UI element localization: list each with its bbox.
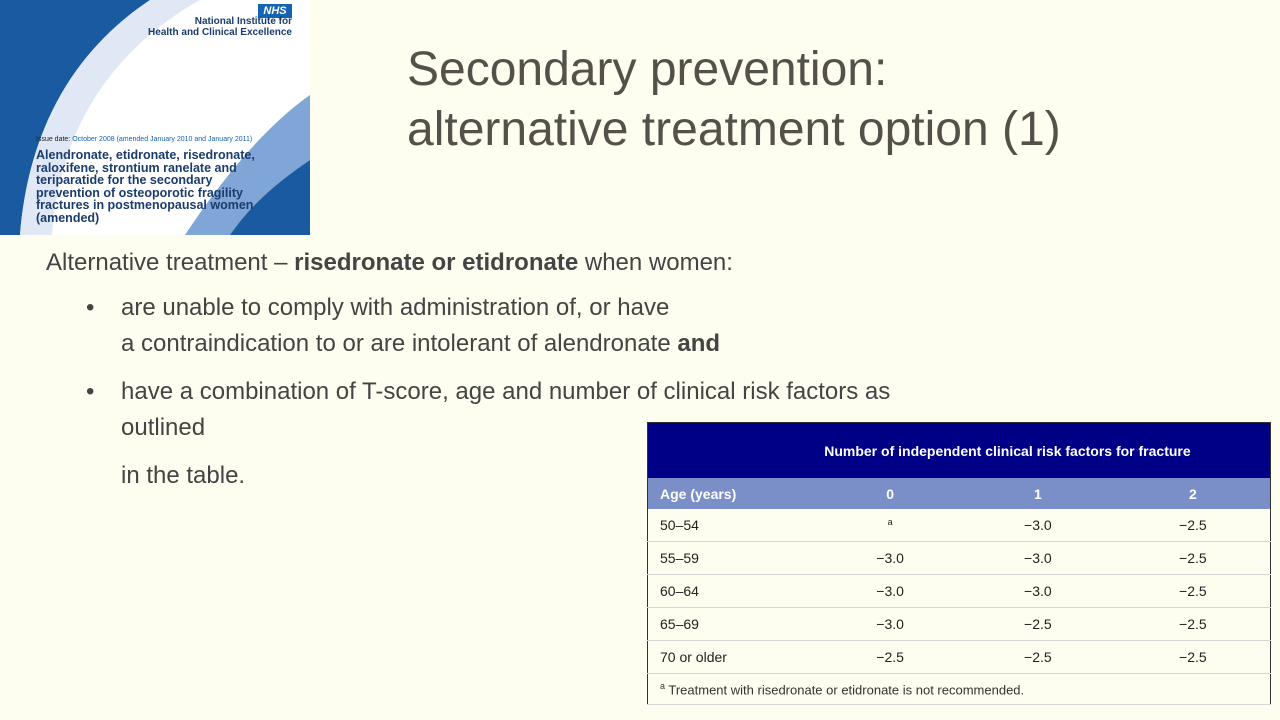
issue-date: [36, 136, 252, 143]
intro-suffix: when women:: [578, 249, 733, 276]
value-cell: −2.5: [1179, 616, 1207, 632]
bullet-2-line-2: outlined: [121, 414, 206, 441]
value-cell: −2.5: [1179, 517, 1207, 533]
age-cell: 55–59: [660, 550, 699, 566]
bullet-1-line-1: are unable to comply with administration of, or have: [121, 294, 670, 321]
footnote-marker: a: [887, 516, 893, 527]
value-cell: −2.5: [1179, 583, 1207, 599]
column-header-1: 1: [960, 478, 1116, 509]
age-cell: 70 or older: [660, 649, 727, 665]
bullet-1-bold: and: [677, 330, 721, 357]
guidance-cover-thumbnail: [0, 0, 310, 235]
age-cell: 60–64: [660, 583, 699, 599]
table-row: [648, 575, 1271, 608]
org-name-line-1: National Institute for: [194, 16, 292, 27]
age-cell: 50–54: [660, 517, 699, 533]
issue-date-label: Issue date:: [36, 136, 71, 143]
column-header-2: 2: [1116, 478, 1271, 509]
guidance-title: Alendronate, etidronate, risedronate, raloxifene, strontium ranelate and teriparatide for the secondary prevention of osteoporotic fragility fractures in postmenopausal women (amended): [36, 148, 255, 225]
bullet-2-continuation: in the table.: [121, 462, 246, 489]
bullet-1-line-2: a contraindication to or are intolerant of alendronate: [121, 330, 678, 357]
column-header-0: 0: [820, 478, 960, 509]
issue-date-value: October 2008 (amended January 2010 and January 2011): [72, 136, 253, 143]
nice-organisation-name: [122, 16, 292, 38]
intro-prefix: Alternative treatment –: [46, 249, 295, 276]
table-row: [648, 509, 1271, 542]
bullet-marker: •: [86, 294, 95, 321]
intro-drug-names: risedronate or etidronate: [294, 249, 579, 276]
table-header-risk-factors: Number of independent clinical risk factors for fracture: [820, 423, 1270, 479]
value-cell: −2.5: [1179, 550, 1207, 566]
footnote-mark: a: [660, 680, 666, 691]
age-cell: 65–69: [660, 616, 699, 632]
value-cell: [820, 509, 960, 542]
table-row: [648, 608, 1271, 641]
table-header-row: [648, 423, 1271, 479]
value-cell: −2.5: [876, 649, 904, 665]
table-subheader-row: [648, 478, 1271, 509]
value-cell: −3.0: [876, 550, 904, 566]
value-cell: −3.0: [876, 583, 904, 599]
bullet-marker: •: [86, 378, 95, 405]
slide-title-line-1: Secondary prevention:: [407, 43, 888, 96]
table-footnote-row: [648, 674, 1271, 705]
table-footnote: [648, 674, 1271, 705]
value-cell: −3.0: [876, 616, 904, 632]
value-cell: −3.0: [1024, 583, 1052, 599]
value-cell: −2.5: [1024, 616, 1052, 632]
table-row: [648, 641, 1271, 674]
value-cell: −2.5: [1024, 649, 1052, 665]
slide-title-line-2: alternative treatment option (1): [407, 103, 1061, 156]
slide-title: [407, 40, 1061, 160]
value-cell: −3.0: [1024, 550, 1052, 566]
value-cell: −2.5: [1179, 649, 1207, 665]
age-column-header: Age (years): [648, 478, 821, 509]
value-cell: −3.0: [1024, 517, 1052, 533]
tscore-threshold-table: [647, 422, 1271, 705]
intro-text: [46, 245, 733, 281]
footnote-text: Treatment with risedronate or etidronate is not recommended.: [665, 682, 1025, 698]
nhs-logo: NHS: [258, 4, 292, 18]
org-name-line-2: Health and Clinical Excellence: [148, 27, 292, 38]
bullet-item-1: [121, 290, 720, 362]
table-header-blank: [648, 423, 821, 479]
table-row: [648, 542, 1271, 575]
bullet-2-line-1: have a combination of T-score, age and number of clinical risk factors as: [121, 378, 891, 405]
